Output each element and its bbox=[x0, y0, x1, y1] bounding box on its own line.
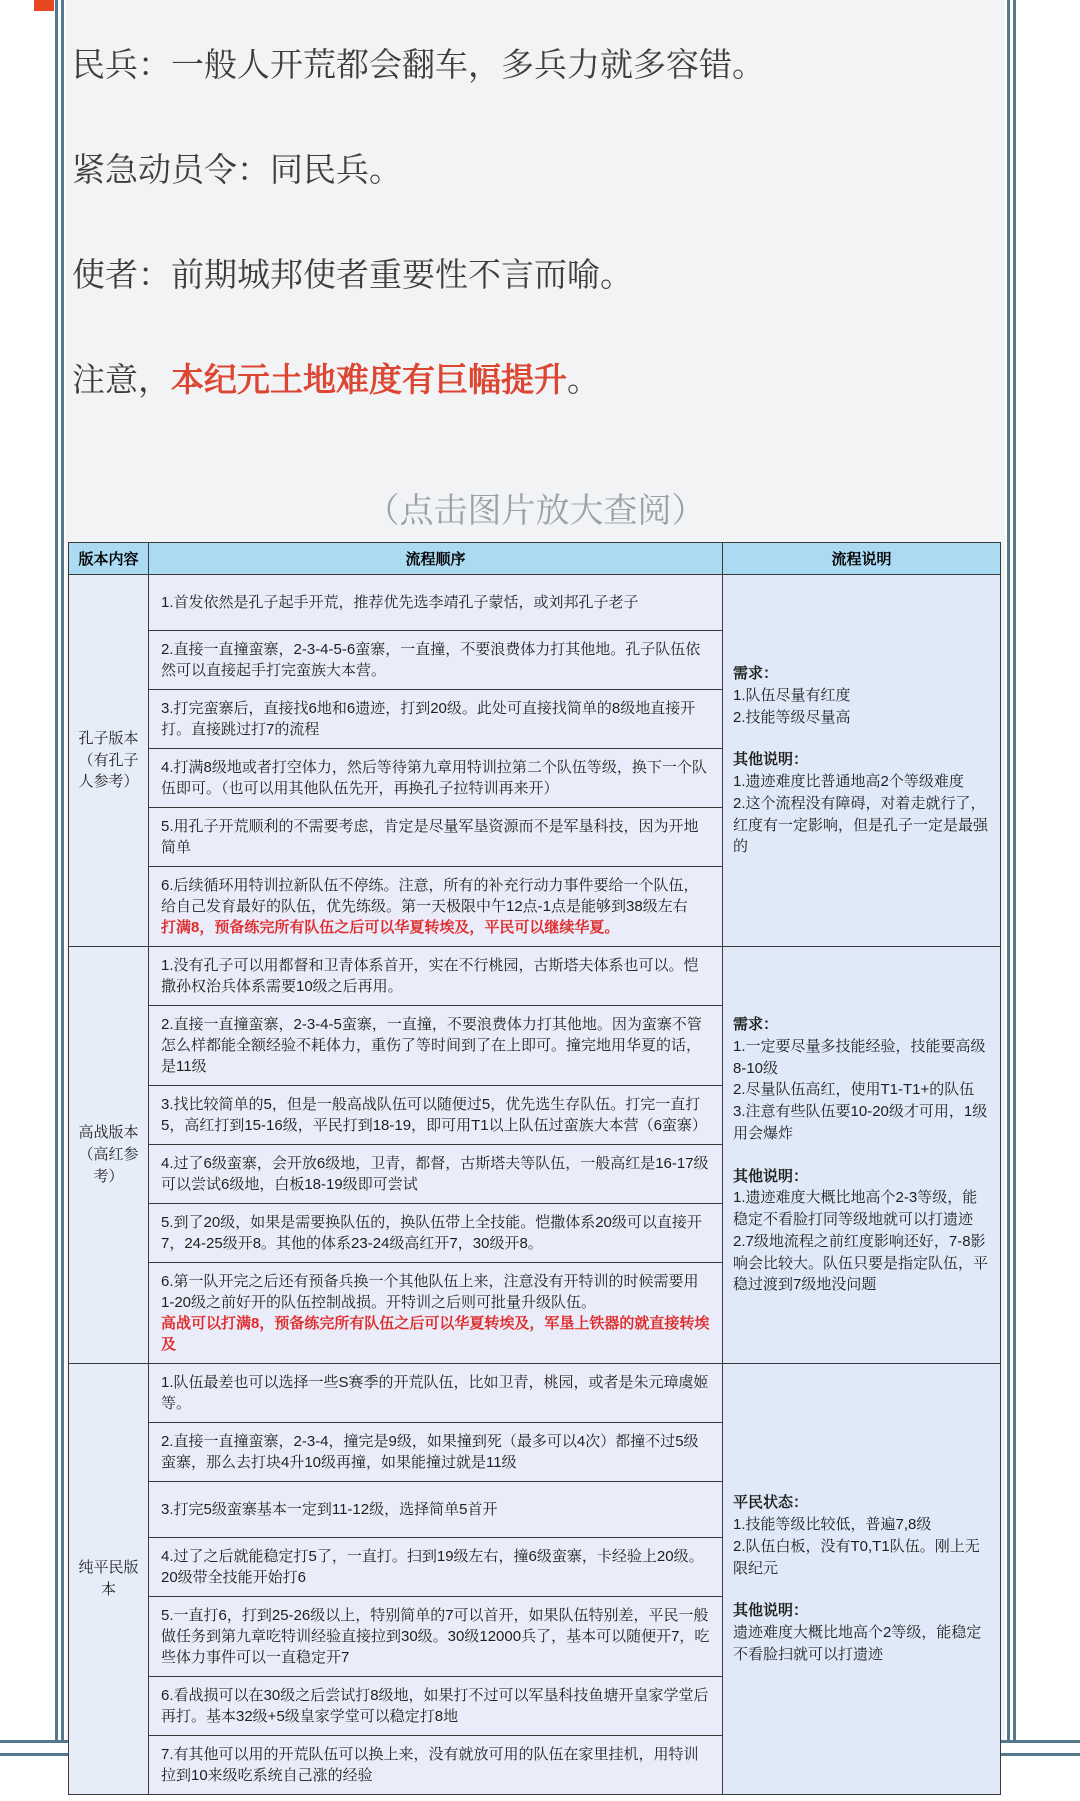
step-cell bbox=[149, 1006, 723, 1086]
header-version-content: 版本内容 bbox=[69, 543, 149, 575]
step-text: 7.有其他可以用的开荒队伍可以换上来，没有就放可用的队伍在家里挂机，用特训拉到10来级吃系统自己涨的经验 bbox=[161, 1746, 699, 1784]
step-text: 5.到了20级，如果是需要换队伍的，换队伍带上全技能。恺撒体系20级可以直接开7，24-25级开8。其他的体系23-24级高红开7，30级开8。 bbox=[161, 1214, 702, 1252]
step-text: 3.找比较简单的5，但是一般高战队伍可以随便过5，优先选生存队伍。打完一直打5，高红打到15-16级，平民打到18-19，即可用T1以上队伍过蛮族大本营（6蛮寨） bbox=[161, 1096, 707, 1134]
step-text: 2.直接一直撞蛮寨，2-3-4-5蛮寨，一直撞，不要浪费体力打其他地。因为蛮寨不管怎么样都能全额经验不耗体力，重伤了等时间到了在上即可。撞完地用华夏的话，是11级 bbox=[161, 1016, 702, 1075]
step-text: 2.直接一直撞蛮寨，2-3-4-5-6蛮寨，一直撞，不要浪费体力打其他地。孔子队伍依然可以直接起手打完蛮族大本营。 bbox=[161, 641, 701, 679]
red-corner-marker bbox=[34, 0, 54, 11]
note-item: 2.技能等级尽量高 bbox=[733, 708, 851, 726]
step-cell bbox=[149, 1204, 723, 1263]
red-note: 高战可以打满8，预备练完所有队伍之后可以华夏转埃及，军垦上铁器的就直接转埃及 bbox=[161, 1315, 710, 1353]
step-text: 4.过了之后就能稳定打5了，一直打。扫到19级左右，撞6级蛮寨，卡经验上20级。20级带全技能开始打6 bbox=[161, 1548, 704, 1586]
note-item: 遗迹难度大概比地高个2等级，能稳定不看脸扫就可以打遗迹 bbox=[733, 1624, 982, 1663]
step-cell bbox=[149, 1145, 723, 1204]
step-cell bbox=[149, 867, 723, 947]
table-row bbox=[69, 947, 1001, 1006]
note-item: 1.队伍尽量有红度 bbox=[733, 686, 851, 704]
step-text: 6.后续循环用特训拉新队伍不停练。注意，所有的补充行动力事件要给一个队伍，给自己发育最好的队伍，优先练级。第一天极限中午12点-1点是能够到38级左右 bbox=[161, 877, 699, 915]
paragraph-mobilization: 紧急动员令：同民兵。 bbox=[72, 151, 402, 188]
step-cell bbox=[149, 575, 723, 631]
step-text: 1.没有孔子可以用都督和卫青体系首开，实在不行桃园，古斯塔夫体系也可以。恺撒孙权治兵体系需要10级之后再用。 bbox=[161, 957, 699, 995]
step-text: 5.一直打6，打到25-26级以上，特别简单的7可以首开，如果队伍特别差，平民一般做任务到第九章吃特训经验直接拉到30级。30级12000兵了，基本可以随便开7，吃些体力事件可以一直稳定开7 bbox=[161, 1607, 710, 1666]
note-heading: 平民状态： bbox=[733, 1494, 809, 1512]
paragraph-envoy: 使者：前期城邦使者重要性不言而喻。 bbox=[72, 256, 633, 293]
step-text: 5.用孔子开荒顺利的不需要考虑，肯定是尽量军垦资源而不是军垦科技，因为开地简单 bbox=[161, 818, 699, 856]
step-cell bbox=[149, 631, 723, 690]
paragraph-militia: 民兵：一般人开荒都会翻车，多兵力就多容错。 bbox=[72, 46, 765, 83]
step-text: 3.打完5级蛮寨基本一定到11-12级，选择简单5首开 bbox=[161, 1501, 498, 1518]
frame-left-line-outer bbox=[55, 0, 58, 1740]
notice-highlight: 本纪元土地难度有巨幅提升 bbox=[171, 361, 567, 398]
step-cell bbox=[149, 1263, 723, 1364]
step-cell bbox=[149, 690, 723, 749]
step-text: 6.看战损可以在30级之后尝试打8级地，如果打不过可以军垦科技鱼塘开皇家学堂后再打。基本32级+5级皇家学堂可以稳定打8地 bbox=[161, 1687, 709, 1725]
notes-cell-kongzi bbox=[723, 575, 1001, 947]
note-heading: 需求： bbox=[733, 665, 779, 682]
version-cell-pingmin: 纯平民版本 bbox=[69, 1364, 149, 1795]
note-item: 3.注意有些队伍要10-20级才可用，1级用会爆炸 bbox=[733, 1103, 988, 1142]
note-item: 1.遗迹难度大概比地高个2-3等级，能稳定不看脸打同等级地就可以打遗迹 bbox=[733, 1189, 978, 1228]
version-cell-gaozhan: 高战版本（高红参考） bbox=[69, 947, 149, 1364]
note-item: 1.遗迹难度比普通地高2个等级难度 bbox=[733, 773, 964, 790]
step-text: 1.首发依然是孔子起手开荒，推荐优先选李靖孔子蒙恬，或刘邦孔子老子 bbox=[161, 594, 639, 611]
paragraph-notice bbox=[72, 357, 995, 403]
step-text: 4.打满8级地或者打空体力，然后等待第九章用特训拉第二个队伍等级，换下一个队伍即可。（也可以用其他队伍先开，再换孔子拉特训再来开） bbox=[161, 759, 707, 797]
note-item: 2.尽量队伍高红，使用T1-T1+的队伍 bbox=[733, 1081, 975, 1099]
step-cell bbox=[149, 808, 723, 867]
note-item: 2.这个流程没有障碍，对着走就行了，红度有一定影响，但是孔子一定是最强的 bbox=[733, 794, 989, 856]
frame-right-line-inner bbox=[1007, 0, 1010, 1740]
step-cell bbox=[149, 1677, 723, 1736]
notice-suffix: 。 bbox=[567, 361, 600, 398]
step-cell bbox=[149, 1597, 723, 1677]
step-text: 2.直接一直撞蛮寨，2-3-4，撞完是9级，如果撞到死（最多可以4次）都撞不过5级蛮寨，那么去打块4升10级再撞，如果能撞过就是11级 bbox=[161, 1433, 699, 1471]
step-cell bbox=[149, 1538, 723, 1597]
step-text: 4.过了6级蛮寨，会开放6级地，卫青，都督，古斯塔夫等队伍，一般高红是16-17级可以尝试6级地，白板18-19级即可尝试 bbox=[161, 1155, 709, 1193]
note-heading: 其他说明： bbox=[733, 1602, 809, 1620]
note-item: 1.技能等级比较低，普遍7,8级 bbox=[733, 1516, 932, 1534]
step-cell bbox=[149, 1086, 723, 1145]
header-process-notes: 流程说明 bbox=[723, 543, 1001, 575]
note-item: 1.一定要尽量多技能经验，技能要高级8-10级 bbox=[733, 1037, 986, 1077]
notice-prefix: 注意， bbox=[72, 361, 171, 398]
note-item: 2.队伍白板，没有T0,T1队伍。刚上无限纪元 bbox=[733, 1537, 980, 1577]
note-heading: 需求： bbox=[733, 1016, 779, 1033]
notes-cell-pingmin bbox=[723, 1364, 1001, 1795]
step-cell bbox=[149, 1364, 723, 1423]
article-body bbox=[66, 0, 1005, 1784]
note-heading: 其他说明： bbox=[733, 1167, 809, 1185]
note-item: 2.7级地流程之前红度影响还好，7-8影响会比较大。队伍只要是指定队伍，平稳过渡到7级地没问题 bbox=[733, 1232, 989, 1294]
table-row bbox=[69, 1364, 1001, 1423]
guide-table-image[interactable] bbox=[66, 542, 1005, 1795]
step-cell bbox=[149, 1423, 723, 1482]
table-row bbox=[69, 575, 1001, 631]
step-cell bbox=[149, 749, 723, 808]
step-cell bbox=[149, 1482, 723, 1538]
note-heading: 其他说明： bbox=[733, 751, 809, 769]
notes-cell-gaozhan bbox=[723, 947, 1001, 1364]
step-text: 6.第一队开完之后还有预备兵换一个其他队伍上来，注意没有开特训的时候需要用1-20级之前好开的队伍控制战损。开特训之后则可批量升级队伍。 bbox=[161, 1273, 699, 1311]
step-cell bbox=[149, 1736, 723, 1795]
version-cell-kongzi: 孔子版本（有孔子人参考） bbox=[69, 575, 149, 947]
image-caption: （点击图片放大查阅） bbox=[365, 492, 706, 530]
step-cell bbox=[149, 947, 723, 1006]
step-text: 1.队伍最差也可以选择一些S赛季的开荒队伍，比如卫青，桃园，或者是朱元璋虞姬等。 bbox=[161, 1374, 709, 1412]
guide-table bbox=[68, 542, 1001, 1795]
frame-left-line-inner bbox=[61, 0, 64, 1740]
step-text: 3.打完蛮寨后，直接找6地和6遗迹，打到20级。此处可直接找简单的8级地直接开打。直接跳过打7的流程 bbox=[161, 700, 696, 738]
red-note: 打满8，预备练完所有队伍之后可以华夏转埃及，平民可以继续华夏。 bbox=[161, 919, 620, 936]
header-process-order: 流程顺序 bbox=[149, 543, 723, 575]
header-row bbox=[69, 543, 1001, 575]
frame-right-line-outer bbox=[1013, 0, 1016, 1740]
